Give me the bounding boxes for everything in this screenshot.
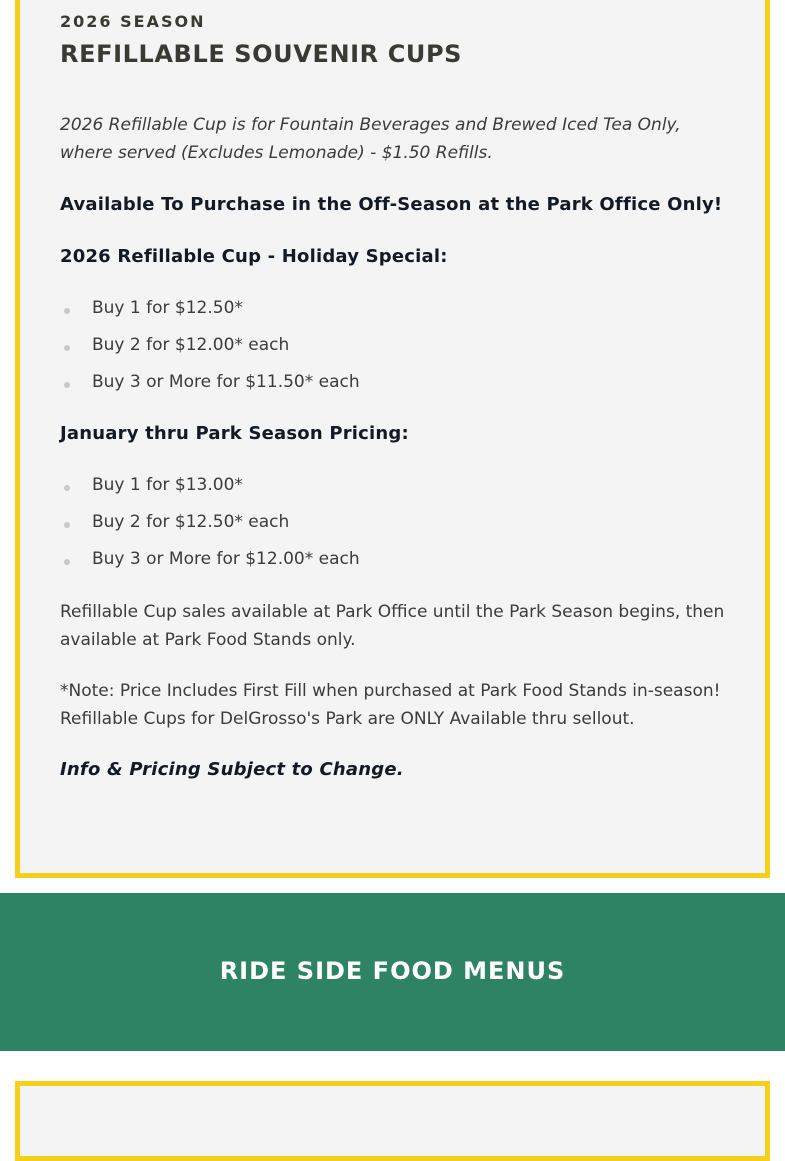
- section-title: REFILLABLE SOUVENIR CUPS: [60, 40, 463, 68]
- price-text: Buy 3 or More for $12.00* each: [92, 549, 360, 569]
- holiday-price-list: [60, 296, 360, 407]
- price-text: Buy 2 for $12.00* each: [92, 335, 290, 355]
- list-item: [60, 510, 360, 547]
- price-text: Buy 1 for $13.00*: [92, 475, 243, 495]
- bullet-icon: [64, 485, 70, 491]
- disclaimer: Info & Pricing Subject to Change.: [60, 759, 404, 780]
- bullet-icon: [64, 522, 70, 528]
- sales-note: Refillable Cup sales available at Park Office until the Park Season begins, then available at Park Food Stands only.: [60, 602, 725, 650]
- season-price-list: [60, 473, 360, 584]
- price-text: Buy 1 for $12.50*: [92, 298, 243, 318]
- list-item: [60, 547, 360, 584]
- offseason-note: Available To Purchase in the Off-Season at the Park Office Only!: [60, 194, 723, 215]
- list-item: [60, 296, 360, 333]
- next-section-card: [15, 1081, 770, 1161]
- list-item: [60, 473, 360, 510]
- bullet-icon: [64, 382, 70, 388]
- bullet-icon: [64, 308, 70, 314]
- price-text: Buy 3 or More for $11.50* each: [92, 372, 360, 392]
- list-item: [60, 333, 360, 370]
- price-text: Buy 2 for $12.50* each: [92, 512, 290, 532]
- bullet-icon: [64, 559, 70, 565]
- refillable-cups-card: [15, 0, 770, 878]
- season-eyebrow: 2026 SEASON: [60, 12, 206, 31]
- banner-title: RIDE SIDE FOOD MENUS: [219, 957, 566, 985]
- bullet-icon: [64, 345, 70, 351]
- season-heading: January thru Park Season Pricing:: [60, 423, 409, 444]
- holiday-heading: 2026 Refillable Cup - Holiday Special:: [60, 246, 448, 267]
- fill-note: *Note: Price Includes First Fill when purchased at Park Food Stands in-season! Refillable Cups for DelGrosso's Park are ONLY Available thru sellout.: [60, 681, 721, 729]
- list-item: [60, 370, 360, 407]
- refill-intro: 2026 Refillable Cup is for Fountain Beverages and Brewed Iced Tea Only, where served (Excludes Lemonade) - $1.50 Refills.: [60, 115, 681, 163]
